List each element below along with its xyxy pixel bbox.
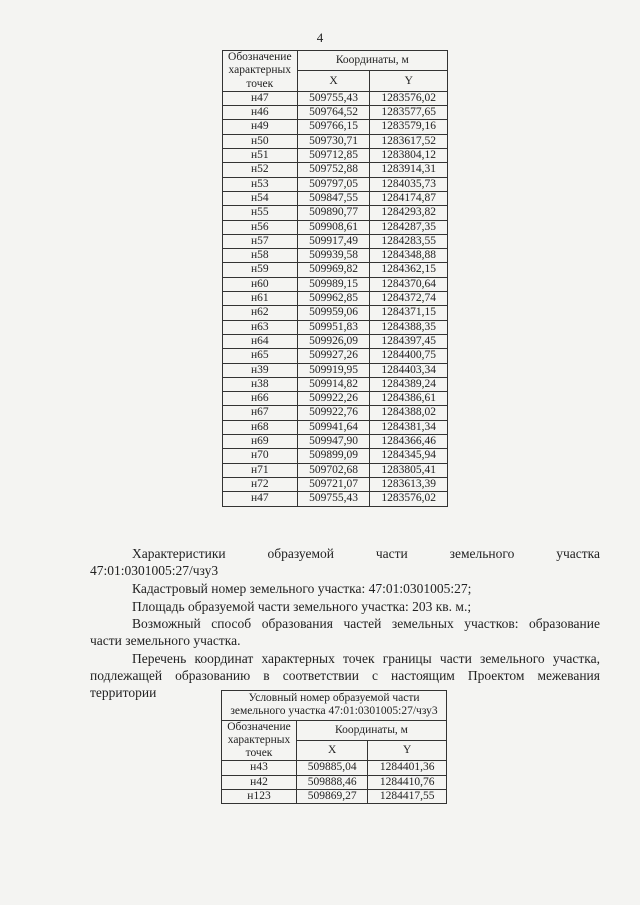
x-cell: 509951,83 <box>297 320 370 334</box>
header-coordinates: Координаты, м <box>297 720 447 740</box>
y-cell: 1284388,02 <box>370 406 448 420</box>
header-point-designation: Обозначение характерных точек <box>222 720 297 761</box>
coordinate-list-line1: Перечень координат характерных точек границы части земельного участка, <box>132 651 600 666</box>
x-cell: 509766,15 <box>297 120 370 134</box>
y-cell: 1284401,36 <box>368 761 447 775</box>
table-row <box>223 363 448 377</box>
y-cell: 1283914,31 <box>370 163 448 177</box>
table-row <box>223 292 448 306</box>
y-cell: 1284362,15 <box>370 263 448 277</box>
y-cell: 1283579,16 <box>370 120 448 134</box>
x-cell: 509927,26 <box>297 349 370 363</box>
point-cell: н66 <box>223 392 298 406</box>
x-cell: 509917,49 <box>297 234 370 248</box>
x-cell: 509969,82 <box>297 263 370 277</box>
y-cell: 1284400,75 <box>370 349 448 363</box>
y-cell: 1284388,35 <box>370 320 448 334</box>
point-cell: н60 <box>223 277 298 291</box>
point-cell: н61 <box>223 292 298 306</box>
table-row <box>222 761 447 775</box>
point-cell: н59 <box>223 263 298 277</box>
point-cell: н70 <box>223 449 298 463</box>
x-cell: 509755,43 <box>297 492 370 506</box>
point-cell: н68 <box>223 420 298 434</box>
y-cell: 1283576,02 <box>370 91 448 105</box>
table-row <box>223 234 448 248</box>
point-cell: н39 <box>223 363 298 377</box>
header-x: X <box>297 741 368 761</box>
y-cell: 1283576,02 <box>370 492 448 506</box>
formation-method-line1: Возможный способ образования частей земельных участков: образование <box>132 616 600 631</box>
y-cell: 1283804,12 <box>370 149 448 163</box>
x-cell: 509752,88 <box>297 163 370 177</box>
point-cell: н47 <box>223 492 298 506</box>
x-cell: 509764,52 <box>297 106 370 120</box>
point-cell: н51 <box>223 149 298 163</box>
y-cell: 1284366,46 <box>370 435 448 449</box>
y-cell: 1284389,24 <box>370 377 448 391</box>
coordinate-list-line3: территории <box>90 685 157 700</box>
point-cell: н46 <box>223 106 298 120</box>
point-cell: н56 <box>223 220 298 234</box>
table-row <box>223 249 448 263</box>
table-row <box>223 392 448 406</box>
point-cell: н52 <box>223 163 298 177</box>
characteristics-heading-line2: 47:01:0301005:27/чзу3 <box>90 563 219 578</box>
formation-method-line2: части земельного участка. <box>90 633 241 648</box>
point-cell: н47 <box>223 91 298 105</box>
cadastral-number-text: Кадастровый номер земельного участка: 47:01:0301005:27; <box>132 581 472 596</box>
point-cell: н53 <box>223 177 298 191</box>
y-cell: 1284035,73 <box>370 177 448 191</box>
x-cell: 509962,85 <box>297 292 370 306</box>
x-cell: 509721,07 <box>297 477 370 491</box>
point-cell: н64 <box>223 334 298 348</box>
table-row <box>223 134 448 148</box>
y-cell: 1283577,65 <box>370 106 448 120</box>
table-row <box>223 349 448 363</box>
x-cell: 509885,04 <box>297 761 368 775</box>
table-row <box>223 334 448 348</box>
table-row <box>223 463 448 477</box>
table-row <box>223 177 448 191</box>
table-row <box>223 220 448 234</box>
y-cell: 1284293,82 <box>370 206 448 220</box>
y-cell: 1284287,35 <box>370 220 448 234</box>
x-cell: 509926,09 <box>297 334 370 348</box>
x-cell: 509702,68 <box>297 463 370 477</box>
x-cell: 509888,46 <box>297 775 368 789</box>
point-cell: н57 <box>223 234 298 248</box>
point-cell: н43 <box>222 761 297 775</box>
table-row <box>223 377 448 391</box>
x-cell: 509890,77 <box>297 206 370 220</box>
table-row <box>223 477 448 491</box>
x-cell: 509908,61 <box>297 220 370 234</box>
point-cell: н72 <box>223 477 298 491</box>
y-cell: 1284348,88 <box>370 249 448 263</box>
x-cell: 509847,55 <box>297 191 370 205</box>
x-cell: 509922,26 <box>297 392 370 406</box>
x-cell: 509755,43 <box>297 91 370 105</box>
table-row <box>223 306 448 320</box>
point-cell: н58 <box>223 249 298 263</box>
y-cell: 1284371,15 <box>370 306 448 320</box>
x-cell: 509797,05 <box>297 177 370 191</box>
header-y: Y <box>368 741 447 761</box>
y-cell: 1284410,76 <box>368 775 447 789</box>
table-row <box>223 106 448 120</box>
point-cell: н49 <box>223 120 298 134</box>
point-cell: н123 <box>222 790 297 804</box>
point-cell: н71 <box>223 463 298 477</box>
y-cell: 1284370,64 <box>370 277 448 291</box>
x-cell: 509919,95 <box>297 363 370 377</box>
point-cell: н69 <box>223 435 298 449</box>
coordinate-list-line2: подлежащей образованию в соответствии с настоящим Проектом межевания <box>90 668 600 683</box>
point-cell: н38 <box>223 377 298 391</box>
header-coordinates: Координаты, м <box>297 51 447 71</box>
point-cell: н63 <box>223 320 298 334</box>
coordinates-table-part <box>221 690 447 804</box>
y-cell: 1284345,94 <box>370 449 448 463</box>
x-cell: 509959,06 <box>297 306 370 320</box>
y-cell: 1284283,55 <box>370 234 448 248</box>
table-row <box>223 320 448 334</box>
table-row <box>223 406 448 420</box>
point-cell: н62 <box>223 306 298 320</box>
y-cell: 1284386,61 <box>370 392 448 406</box>
table-row <box>223 191 448 205</box>
point-cell: н65 <box>223 349 298 363</box>
table-row <box>223 91 448 105</box>
table-row <box>223 149 448 163</box>
x-cell: 509941,64 <box>297 420 370 434</box>
header-x: X <box>297 71 370 91</box>
table-row <box>223 206 448 220</box>
x-cell: 509922,76 <box>297 406 370 420</box>
table-row <box>223 435 448 449</box>
x-cell: 509712,85 <box>297 149 370 163</box>
y-cell: 1284372,74 <box>370 292 448 306</box>
table-row <box>223 163 448 177</box>
x-cell: 509989,15 <box>297 277 370 291</box>
y-cell: 1284403,34 <box>370 363 448 377</box>
x-cell: 509899,09 <box>297 449 370 463</box>
x-cell: 509869,27 <box>297 790 368 804</box>
point-cell: н54 <box>223 191 298 205</box>
x-cell: 509914,82 <box>297 377 370 391</box>
y-cell: 1284417,55 <box>368 790 447 804</box>
x-cell: 509730,71 <box>297 134 370 148</box>
area-text: Площадь образуемой части земельного участка: 203 кв. м.; <box>132 599 472 614</box>
table-row <box>222 790 447 804</box>
point-cell: н55 <box>223 206 298 220</box>
x-cell: 509939,58 <box>297 249 370 263</box>
y-cell: 1283805,41 <box>370 463 448 477</box>
y-cell: 1284381,34 <box>370 420 448 434</box>
page-number: 4 <box>316 30 324 45</box>
point-cell: н67 <box>223 406 298 420</box>
y-cell: 1283617,52 <box>370 134 448 148</box>
characteristics-heading-line1: Характеристики образуемой части земельного участка <box>132 546 600 561</box>
point-cell: н50 <box>223 134 298 148</box>
y-cell: 1284174,87 <box>370 191 448 205</box>
table-row <box>222 775 447 789</box>
table-row <box>223 120 448 134</box>
table-row <box>223 263 448 277</box>
x-cell: 509947,90 <box>297 435 370 449</box>
table-row <box>223 420 448 434</box>
coordinates-table-main <box>222 50 448 507</box>
header-y: Y <box>370 71 448 91</box>
point-cell: н42 <box>222 775 297 789</box>
table-row <box>223 277 448 291</box>
table-row <box>223 492 448 506</box>
y-cell: 1284397,45 <box>370 334 448 348</box>
header-point-designation: Обозначение характерных точек <box>223 51 298 92</box>
part-number-title: Условный номер образуемой части земельного участка 47:01:0301005:27/чзу3 <box>222 691 447 721</box>
y-cell: 1283613,39 <box>370 477 448 491</box>
table-row <box>223 449 448 463</box>
